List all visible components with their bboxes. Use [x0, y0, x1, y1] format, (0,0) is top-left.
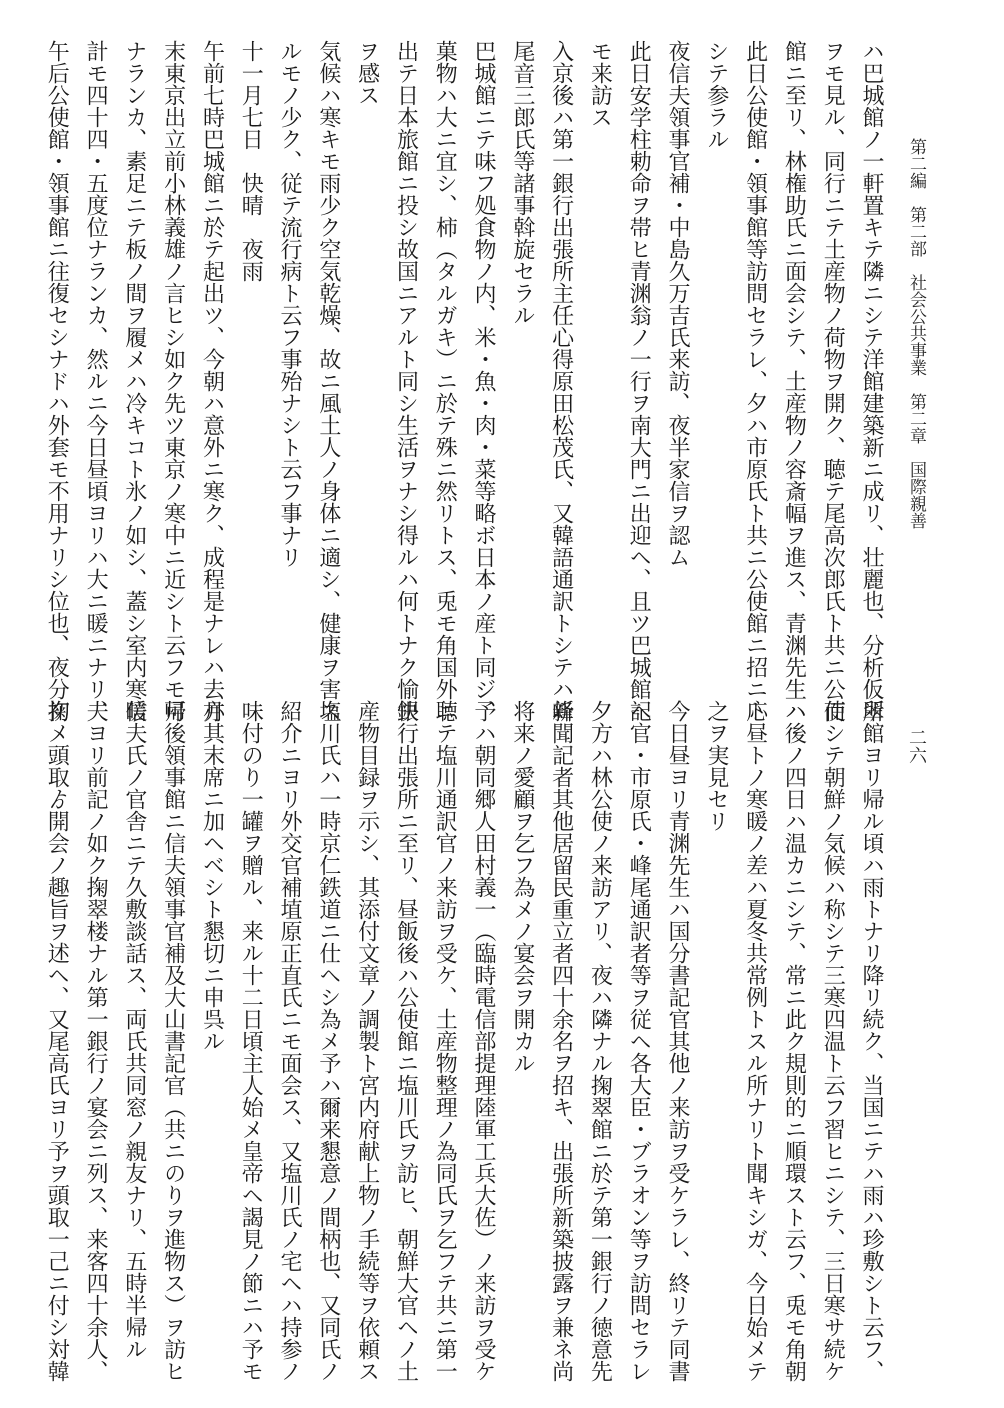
text-line: 十一月七日 快晴 夜雨: [238, 40, 264, 282]
text-line: 将来ノ愛顧ヲ乞フ為メノ宴会ヲ開カル: [509, 700, 535, 1074]
text-line: 帰後領事館ニ信夫領事官補及大山書記官（共ニのりヲ進物ス）ヲ訪ヒ: [160, 700, 186, 1382]
text-line: 亦其末席ニ加ヘベシト懇切ニ申呉ル: [199, 700, 225, 1052]
text-line: ト昼トノ寒暖ノ差ハ夏冬共常例トスル所ナリト聞キシガ、今日始メテ: [742, 700, 768, 1382]
page-number: 二六: [906, 728, 927, 764]
text-line: 夕方ハ林公使ノ来訪アリ、夜ハ隣ナル掬翠館ニ於テ第一銀行ノ徳意先: [587, 700, 613, 1382]
text-line: 此日公使館・領事館等訪問セラレ、夕ハ市原氏ト共ニ公使館ニ招ニ応: [742, 40, 768, 722]
text-line: 予ハ朝同郷人田村義一（臨時電信部提理陸軍工兵大佐）ノ来訪ヲ受ケ: [471, 700, 497, 1382]
text-line: 信夫氏ノ官舎ニテ久敷談話ス、両氏共同窓ノ親友ナリ、五時半帰ル: [121, 700, 147, 1360]
text-line: 之ヲ実見セリ: [703, 700, 729, 832]
text-line: 尾音三郎氏等諸事斡旋セラル: [509, 40, 535, 326]
text-line: ルモノ少ク、従テ流行病ト云フ事殆ナシト云フ事ナリ: [277, 40, 303, 568]
text-line: 味付のり一罐ヲ贈ル、来ル十二日頃主人始メ皇帝ヘ謁見ノ節ニハ予モ: [238, 700, 264, 1382]
text-line: ヲモ見ル、同行ニテ土産物ノ荷物ヲ開ク、聴テ尾高次郎氏ト共ニ公使: [820, 40, 846, 722]
text-line: 新聞記者其他居留民重立者四十余名ヲ招キ、出張所新築披露ヲ兼ネ尚: [548, 700, 574, 1382]
text-line: 夜信夫領事官補・中島久万吉氏来訪、夜半家信ヲ認ム: [665, 40, 691, 568]
text-line: 此日安学柱勅命ヲ帯ヒ青渊翁ノ一行ヲ南大門ニ出迎ヘ、且ツ巴城館ヘ: [626, 40, 652, 722]
text-line: 菓物ハ大ニ宜シ、柿（タルガキ）ニ於テ殊ニ然リトス、兎モ角国外ニ: [432, 40, 458, 722]
text-line: モ来訪ス: [587, 40, 613, 128]
text-line: 銀行出張所ニ至リ、昼飯後ハ公使館ニ塩川氏ヲ訪ヒ、朝鮮大官ヘノ土: [393, 700, 419, 1382]
text-line: ヲ感ス: [354, 40, 380, 106]
text-line: 午前七時巴城館ニ於テ起出ツ、今朝ハ意外ニ寒ク、成程是ナレハ去月: [199, 40, 225, 722]
text-line: 館ニ至リ、林権助氏ニ面会シテ、土産物ノ容斎幅ヲ進ス、青渊先生ハ: [781, 40, 807, 722]
text-line: 紹介ニヨリ外交官補埴原正直氏ニモ面会ス、又塩川氏ノ宅ヘハ持参ノ: [277, 700, 303, 1382]
text-line: 初メ頭取ゟ開会ノ趣旨ヲ述ヘ、又尾高氏ヨリ予ヲ頭取一己ニ付シ対韓: [44, 700, 70, 1382]
text-line: 翠館ヨリ帰ル頃ハ雨トナリ降リ続ク、当国ニテハ雨ハ珍敷シト云フ、: [859, 700, 884, 1382]
text-line: ナランカ、素足ニテ板ノ間ヲ履メハ冷キコト氷ノ如シ、蓋シ室内寒暖: [121, 40, 147, 722]
text-line: 巴城館ニテ味フ処食物ノ内、米・魚・肉・菜等略ボ日本ノ産ト同ジ、: [471, 40, 497, 722]
text-line: シテ参ラル: [703, 40, 729, 150]
text-line: 気候ハ寒キモ雨少ク空気乾燥、故ニ風土人ノ身体ニ適シ、健康ヲ害ス: [315, 40, 341, 722]
text-line: 入京後ハ第一銀行出張所主任心得原田松茂氏、又韓語通訳トシテハ峰: [548, 40, 574, 722]
text-line: 夫ヨリ前記ノ如ク掬翠楼ナル第一銀行ノ宴会ニ列ス、来客四十余人、: [83, 700, 109, 1382]
text-line: 計モ四十四・五度位ナランカ、然ルニ今日昼頃ヨリハ大ニ暖ニナリ、: [83, 40, 109, 722]
text-line: 今日昼ヨリ青渊先生ハ国分書記官其他ノ来訪ヲ受ケラレ、終リテ同書: [665, 700, 691, 1382]
text-line: 而シテ朝鮮ノ気候ハ称シテ三寒四温ト云フ習ヒニシテ、三日寒サ続ケ: [820, 700, 846, 1382]
text-line: 聴テ塩川通訳官ノ来訪ヲ受ケ、土産物整理ノ為同氏ヲ乞フテ共ニ第一: [432, 700, 458, 1382]
text-line: 出テ日本旅館ニ投シ故国ニアルト同シ生活ヲナシ得ルハ何トナク愉快: [393, 40, 419, 722]
text-block-upper: [44, 40, 890, 722]
running-head: 第二編 第二部 社会公共事業 第二章 国際親善: [906, 138, 926, 529]
text-line: 塩川氏ハ一時京仁鉄道ニ仕ヘシ為メ予ハ爾来懇意ノ間柄也、又同氏ノ: [315, 700, 341, 1382]
text-line: 末東京出立前小林義雄ノ言ヒシ如ク先ツ東京ノ寒中ニ近シト云フモ可: [160, 40, 186, 722]
text-line: ハ巴城館ノ一軒置キテ隣ニシテ洋館建築新ニ成リ、壮麗也、分析仮所: [859, 40, 884, 722]
text-block-lower: [44, 700, 890, 1382]
text-line: ハ後ノ四日ハ温カニシテ、常ニ此ク規則的ニ順環スト云フ、兎モ角朝: [781, 700, 807, 1382]
text-line: 記官・市原氏・峰尾通訳者等ヲ従ヘ各大臣・ブラオン等ヲ訪問セラレ: [626, 700, 652, 1382]
text-line: 午后公使館・領事館ニ往復セシナドハ外套モ不用ナリシ位也、夜分掬: [44, 40, 70, 722]
text-line: 産物目録ヲ示シ、其添付文章ノ調製ト宮内府献上物ノ手続等ヲ依頼ス: [354, 700, 380, 1382]
